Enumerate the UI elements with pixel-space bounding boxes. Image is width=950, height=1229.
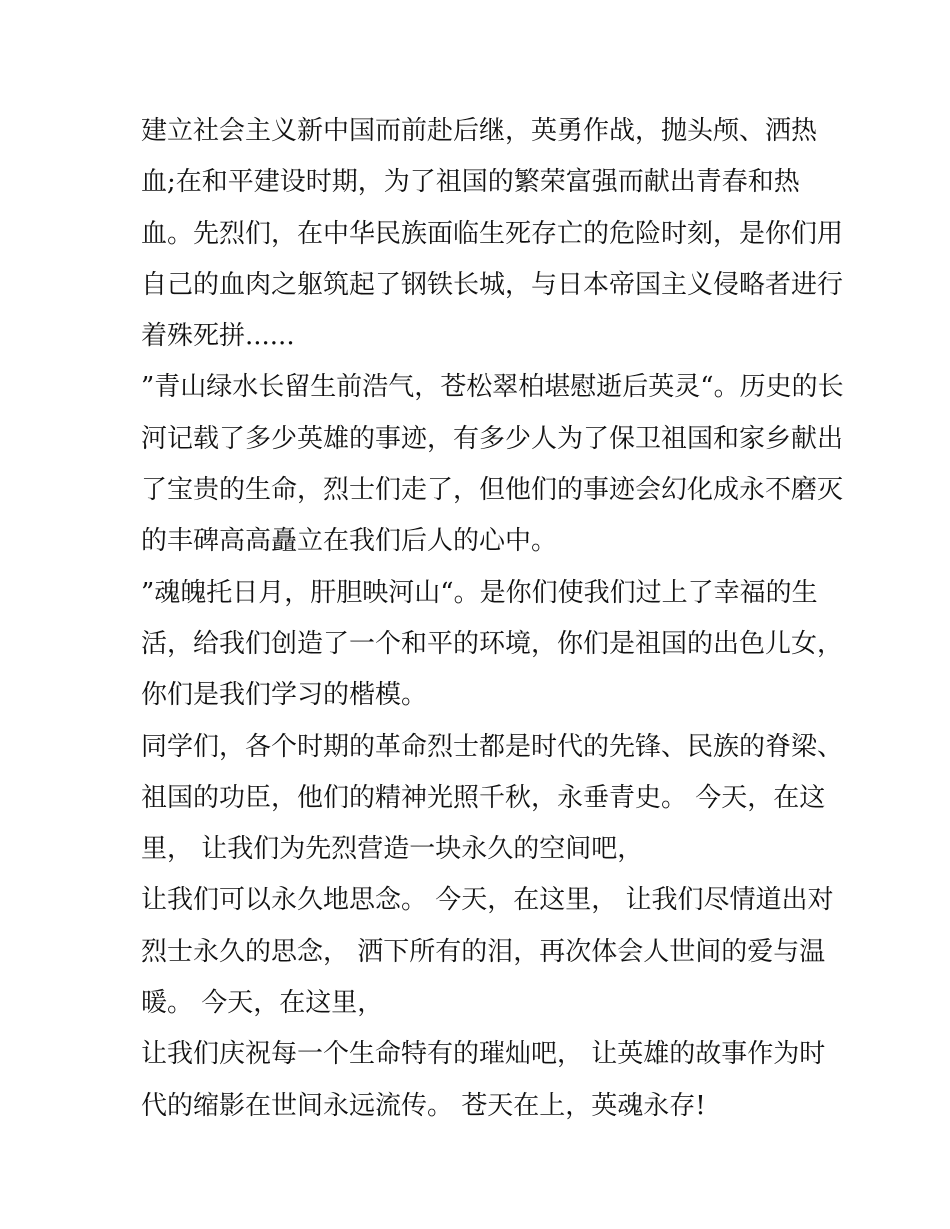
- text-line: 代的缩影在世间永远流传。 苍天在上，英魂永存!: [141, 1090, 706, 1121]
- text-line: ”青山绿水长留生前浩气，苍松翠柏堪慰逝后英灵“。历史的长: [141, 372, 844, 403]
- text-line: 让我们可以永久地思念。 今天，在这里， 让我们尽情道出对: [141, 885, 834, 916]
- text-line: 让我们庆祝每一个生命特有的璀灿吧， 让英雄的故事作为时: [141, 1039, 826, 1070]
- text-line: 自己的血肉之躯筑起了钢铁长城，与日本帝国主义侵略者进行: [141, 269, 844, 300]
- document-body: [141, 106, 844, 1132]
- text-line: 着殊死拼......: [141, 321, 295, 352]
- text-line: 烈士永久的思念， 洒下所有的泪，再次体会人世间的爱与温: [141, 936, 826, 967]
- text-line: 河记载了多少英雄的事迹，有多少人为了保卫祖国和家乡献出: [141, 423, 844, 454]
- text-line: 了宝贵的生命，烈士们走了，但他们的事迹会幻化成永不磨灭: [141, 475, 844, 506]
- text-line: 血。先烈们，在中华民族面临生死存亡的危险时刻，是你们用: [141, 218, 844, 249]
- text-line: 里， 让我们为先烈营造一块永久的空间吧，: [141, 834, 644, 865]
- text-line: 你们是我们学习的楷模。: [141, 680, 428, 711]
- text-line: 建立社会主义新中国而前赴后继，英勇作战，抛头颅、洒热: [141, 116, 818, 146]
- text-line: 祖国的功臣，他们的精神光照千秋，永垂青史。 今天，在这: [141, 782, 826, 813]
- text-line: ”魂魄托日月，肝胆映河山“。是你们使我们过上了幸福的生: [141, 577, 818, 608]
- text-line: 血;在和平建设时期，为了祖国的繁荣富强而献出青春和热: [141, 167, 800, 198]
- text-line: 的丰碑高高矗立在我们后人的心中。: [141, 526, 558, 557]
- text-line: 同学们，各个时期的革命烈士都是时代的先锋、民族的脊梁、: [141, 731, 844, 762]
- text-line: 活，给我们创造了一个和平的环境，你们是祖国的出色儿女，: [141, 628, 844, 659]
- text-line: 暖。 今天，在这里，: [141, 988, 384, 1019]
